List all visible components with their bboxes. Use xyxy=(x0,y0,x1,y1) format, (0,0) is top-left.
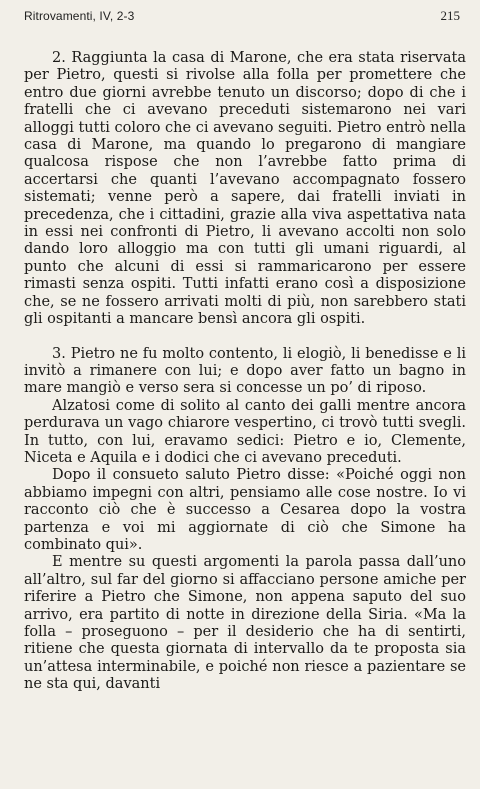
page-number: 215 xyxy=(440,8,460,23)
paragraph: E mentre su questi argomenti la parola passa dall’uno all’altro, sul far del giorno si affacciano persone amiche per riferire a Pietro che Simone, non appena saputo del suo arrivo, era partito di notte in direzione della Siria. «Ma la folla – proseguono – per il desiderio che ha di sentirti, ritiene che questa giornata di intervallo da te proposta sia un’attesa interminabile, e poiché non riesce a pazientare se ne sta qui, davanti xyxy=(24,554,466,693)
paragraph: Dopo il consueto saluto Pietro disse: «Poiché oggi non abbiamo impegni con altri, pensiamo alle cose nostre. Io vi racconto ciò che è successo a Cesarea dopo la vostra partenza e voi mi aggiornate di ciò che Simone ha combinato qui». xyxy=(24,467,466,553)
paragraph-section-2: 2. Raggiunta la casa di Marone, che era stata riservata per Pietro, questi si rivolse alla folla per promettere che entro due giorni avrebbe tenuto un discorso; dopo di che i fratelli che ci avevano preceduti sistemarono nei vari alloggi tutti coloro che ci avevano seguiti. Pietro entrò nella casa di Marone, ma quando lo pregarono di mangiare qualcosa rispose che non l’avrebbe fatto prima di accertarsi che quanti l’avevano accompagnato fossero sistemati; venne però a sapere, dai fratelli inviati in precedenza, che i cittadini, grazie alla viva aspettativa nata in essi nei confronti di Pietro, li avevano accolti non solo dando loro alloggio ma con tutti gli umani riguardi, al punto che alcuni di essi si rammaricarono per essere rimasti senza ospiti. Tutti infatti erano così a disposizione che, se ne fossero arrivati molti di più, non sarebbero stati gli ospitanti a mancare bensì ancora gli ospiti. xyxy=(24,50,466,328)
page-body xyxy=(24,50,466,694)
paragraph: Alzatosi come di solito al canto dei galli mentre ancora perdurava un vago chiarore vespertino, ci trovò tutti svegli. In tutto, con lui, eravamo sedici: Pietro e io, Clemente, Niceta e Aquila e i dodici che ci avevano preceduti. xyxy=(24,397,466,466)
paragraph-section-3: 3. Pietro ne fu molto contento, li elogiò, li benedisse e li invitò a rimanere con lui; e dopo aver fatto un bagno in mare mangiò e verso sera si concesse un po’ di riposo. xyxy=(24,345,466,397)
page-header xyxy=(24,8,466,28)
running-head: Ritrovamenti, IV, 2-3 xyxy=(24,9,135,23)
